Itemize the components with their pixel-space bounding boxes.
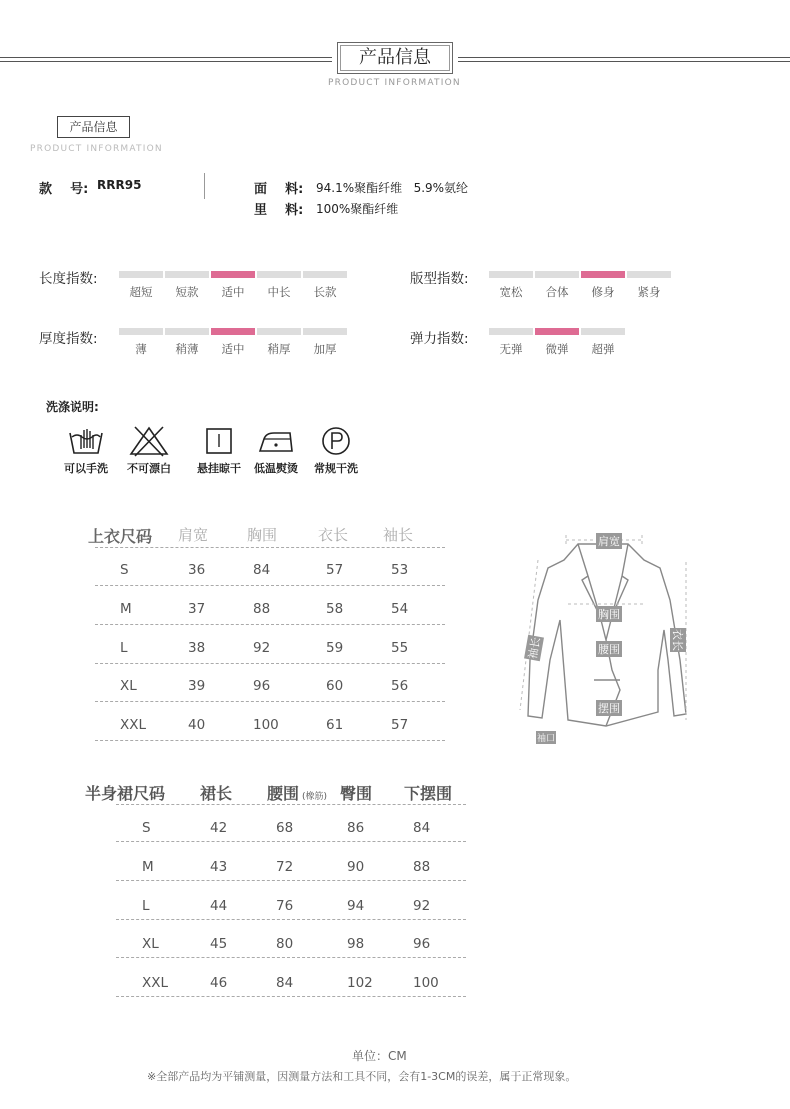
top_size-row-divider [95,740,445,741]
thickness-option-4 [303,328,347,357]
top-col-shoulder: 肩宽 [178,526,209,544]
fit-option-3 [627,271,671,300]
skirt_size-cell: 76 [276,897,294,914]
header-rule-left-bottom [0,61,332,62]
thickness-option-3 [257,328,301,357]
fit-index-label: 版型指数: [410,271,469,287]
top_size-row-divider [95,585,445,586]
top_size-cell: 57 [326,562,344,578]
wash-item-dryclean [314,424,358,476]
skirt_size-cell: 96 [413,936,431,953]
skirt-col-length: 裙长 [200,784,233,803]
elasticity-option-bar [581,328,625,335]
skirt_size-row-divider [116,996,466,997]
top-header-divider [95,547,445,548]
thickness-option-1 [165,328,209,357]
skirt_size-cell: 100 [413,975,439,992]
skirt_size-cell: 94 [347,897,365,914]
diagram-label-hem: 摆围 [598,702,620,715]
no-bleach-icon [127,424,171,458]
line-dry-icon [204,424,234,458]
length-option-bar [119,271,163,278]
skirt_size-cell: 84 [413,820,431,836]
top_size-cell: XL [120,678,137,695]
top_size-cell: 88 [253,600,271,617]
style-number-label: 款 号: [39,182,89,197]
top_size-cell: 96 [253,678,271,695]
lining-label: 里 料: [254,203,304,218]
top_size-cell: 36 [188,562,206,578]
wash-label-bleach: 不可漂白 [127,462,171,475]
fit-option-1 [535,271,579,300]
thickness-option-bar [119,328,163,335]
skirt-col-hip: 臀围 [340,784,373,803]
thickness-option-label: 适中 [221,342,245,356]
fit-option-bar [627,271,671,278]
fit-option-label: 合体 [545,285,569,299]
thickness-option-bar [303,328,347,335]
skirt_size-cell: 72 [276,858,294,875]
length-index-scale [119,271,347,300]
skirt_size-row-divider [116,880,466,881]
length-index-label: 长度指数: [39,271,98,287]
hand-wash-icon [66,424,106,458]
info-divider [204,173,205,199]
header-rule-left-top [0,57,332,58]
top_size-cell: 56 [391,678,409,695]
skirt_size-cell: 80 [276,936,294,953]
elasticity-option-0 [489,328,533,357]
top_size-cell: 39 [188,678,206,695]
header-rule-right-top [458,57,790,58]
fit-option-2 [581,271,625,300]
top_size-cell: 84 [253,562,271,578]
dry-clean-p-icon [319,424,353,458]
low-iron-icon [254,424,298,458]
elasticity-option-bar [489,328,533,335]
top_size-row-divider [95,663,445,664]
fit-option-bar [581,271,625,278]
top_size-cell: 58 [326,600,344,617]
fit-option-bar [535,271,579,278]
wash-item-iron [254,424,298,476]
skirt_size-cell: S [142,820,151,836]
length-option-1 [165,271,209,300]
fit-option-label: 宽松 [499,285,523,299]
length-option-bar [165,271,209,278]
wash-label-hand: 可以手洗 [64,462,108,475]
fabric-value: 94.1%聚酯纤维 5.9%氨纶 [316,181,469,195]
diagram-label-cuff: 袖口 [536,731,556,744]
length-option-label: 适中 [221,285,245,299]
thickness-option-bar [165,328,209,335]
top-size-title: 上衣尺码 [88,527,153,546]
top_size-cell: S [120,562,129,578]
top-col-sleeve: 袖长 [383,526,414,544]
wash-item-dry [197,424,241,476]
top_size-cell: 54 [391,600,409,617]
top_size-row-divider [95,701,445,702]
skirt_size-cell: 102 [347,975,373,992]
elasticity-index-label: 弹力指数: [410,331,469,347]
top_size-cell: M [120,600,132,617]
header-rule-right-bottom [458,61,790,62]
length-option-bar [257,271,301,278]
skirt_size-cell: 46 [210,975,228,992]
top_size-cell: 60 [326,678,344,695]
fit-option-label: 紧身 [637,285,661,299]
wash-item-hand [64,424,108,476]
length-option-bar [211,271,255,278]
section-subtitle: PRODUCT INFORMATION [30,144,163,154]
elasticity-index-scale [489,328,625,357]
footer-note: ※全部产品均为平铺测量，因测量方法和工具不同，会有1-3CM的误差，属于正常现象。 [147,1070,577,1083]
elasticity-option-label: 超弹 [591,342,615,356]
thickness-index-label: 厚度指数: [39,331,98,347]
length-option-3 [257,271,301,300]
elasticity-option-bar [535,328,579,335]
fabric-label: 面 料: [254,182,304,197]
footer-unit: 单位：CM [352,1049,407,1063]
skirt-col-hem: 下摆围 [404,784,453,803]
top_size-cell: 61 [326,717,344,734]
skirt_size-cell: 86 [347,820,365,836]
top_size-cell: 38 [188,639,206,656]
length-option-2 [211,271,255,300]
top_size-cell: 59 [326,639,344,656]
diagram-label-sleeve: 袖长 [524,635,544,661]
thickness-option-bar [257,328,301,335]
skirt-waist-note: (橡筋) [302,792,328,802]
header-title: 产品信息 [359,47,431,68]
fit-option-bar [489,271,533,278]
fit-option-0 [489,271,533,300]
wash-item-bleach [127,424,171,476]
wash-label-iron: 低温熨烫 [254,462,298,475]
elasticity-option-label: 无弹 [499,342,523,356]
washing-title: 洗涤说明: [46,400,99,414]
top_size-cell: 100 [253,717,279,734]
elasticity-option-1 [535,328,579,357]
top_size-cell: 37 [188,600,206,617]
skirt_size-cell: 45 [210,936,228,953]
skirt-header-divider [116,804,466,805]
wash-label-dry: 悬挂晾干 [197,462,241,475]
skirt_size-cell: 88 [413,858,431,875]
fit-index-scale [489,271,671,300]
skirt_size-row-divider [116,841,466,842]
skirt_size-cell: 84 [276,975,294,992]
skirt_size-row-divider [116,957,466,958]
header-subtitle: PRODUCT INFORMATION [328,78,461,88]
skirt_size-cell: 44 [210,897,228,914]
skirt_size-cell: 68 [276,820,294,836]
top_size-row-divider [95,624,445,625]
length-option-0 [119,271,163,300]
length-option-label: 长款 [313,285,337,299]
diagram-label-length: 衣长 [671,629,684,651]
top-col-chest: 胸围 [247,526,278,544]
thickness-option-label: 加厚 [313,342,337,356]
header-title-box [337,42,453,74]
top_size-cell: 40 [188,717,206,734]
length-option-label: 中长 [267,285,291,299]
top_size-cell: 57 [391,717,409,734]
top_size-cell: 53 [391,562,409,578]
thickness-option-label: 稍薄 [175,342,199,356]
length-option-label: 超短 [129,285,153,299]
skirt_size-cell: XXL [142,975,169,992]
diagram-label-chest: 胸围 [598,608,620,621]
skirt-size-title: 半身裙尺码 [85,784,166,803]
top_size-cell: L [120,639,128,656]
elasticity-option-2 [581,328,625,357]
skirt_size-cell: XL [142,936,159,953]
diagram-label-shoulder: 肩宽 [598,535,620,548]
top_size-cell: 55 [391,639,409,656]
skirt_size-cell: 92 [413,897,431,914]
thickness-option-0 [119,328,163,357]
length-option-label: 短款 [175,285,199,299]
thickness-option-label: 稍厚 [267,342,291,356]
length-option-bar [303,271,347,278]
thickness-option-label: 薄 [135,342,147,356]
skirt_size-row-divider [116,919,466,920]
thickness-option-2 [211,328,255,357]
skirt_size-cell: L [142,897,150,914]
diagram-label-waist: 腰围 [598,643,620,656]
skirt_size-cell: 42 [210,820,228,836]
style-number-value: RRR95 [97,178,142,192]
skirt_size-cell: M [142,858,154,875]
top_size-cell: 92 [253,639,271,656]
skirt_size-cell: 98 [347,936,365,953]
thickness-index-scale [119,328,347,357]
length-option-4 [303,271,347,300]
skirt_size-cell: 90 [347,858,365,875]
skirt_size-cell: 43 [210,858,228,875]
lining-value: 100%聚酯纤维 [316,202,399,216]
wash-label-dryclean: 常规干洗 [314,462,358,475]
top_size-cell: XXL [120,717,147,734]
elasticity-option-label: 微弹 [545,342,569,356]
top-col-length: 衣长 [318,526,349,544]
fit-option-label: 修身 [591,285,615,299]
thickness-option-bar [211,328,255,335]
skirt-col-waist: 腰围 [267,784,300,803]
section-title: 产品信息 [57,116,130,138]
